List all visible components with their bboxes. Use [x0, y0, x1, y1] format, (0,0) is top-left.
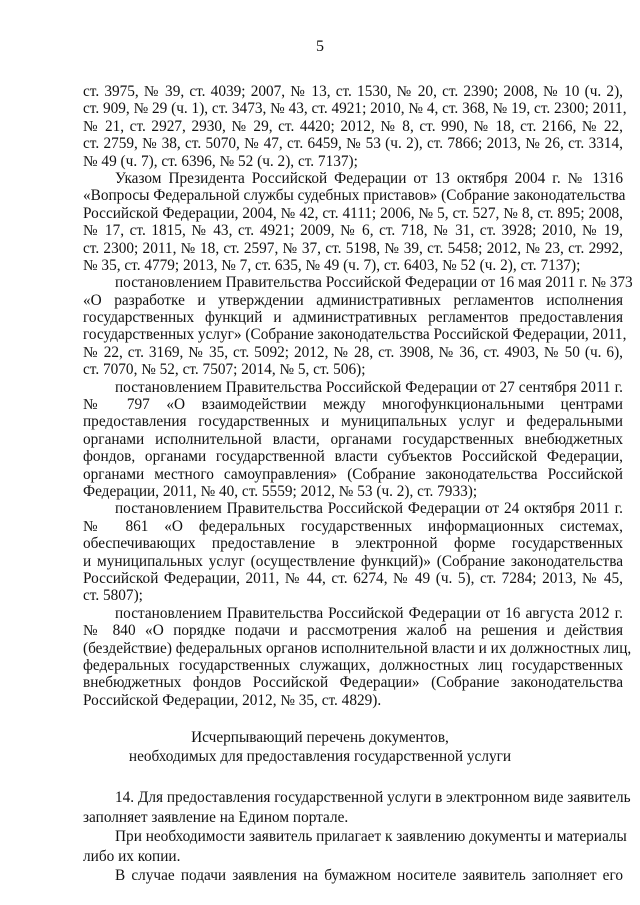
text-line: Указом Президента Российской Федерации от 13 октября 2004 г. № 1316 [115, 169, 623, 187]
text-line: ст. 3975, № 39, ст. 4039; 2007, № 13, ст. 1530, № 20, ст. 2390; 2008, № 10 (ч. 2), [83, 83, 623, 100]
text-line: Российской Федерации, 2004, № 42, ст. 4111; 2006, № 5, ст. 527, № 8, ст. 895; 2008, [83, 204, 623, 222]
text-line: В случае подачи заявления на бумажном носителе заявитель заполняет его [115, 867, 623, 884]
text-line: ст. 5807); [83, 587, 143, 605]
text-line: № 35, ст. 4779; 2013, № 7, ст. 635, № 49 (ч. 7), ст. 6403, № 52 (ч. 2), ст. 7137); [83, 256, 581, 274]
text-line: постановлением Правительства Российской Федерации от 27 сентября 2011 г. [115, 378, 623, 396]
paragraph [83, 788, 631, 827]
text-line: внебюджетных фондов Российской Федерации» (Собрание законодательства [83, 674, 623, 692]
text-line: и муниципальных услуг (осуществление функций)» (Собрание законодательства [83, 552, 623, 570]
text-line: фондов, органами государственной власти субъектов Российской Федерации, [83, 448, 623, 466]
page-number: 5 [316, 38, 324, 55]
text-line: № 21, ст. 2927, 2930, № 29, ст. 4420; 2012, № 8, ст. 990, № 18, ст. 2166, № 22, [83, 117, 623, 135]
text-line: Российской Федерации, 2011, № 44, ст. 6274, № 49 (ч. 5), ст. 7284; 2013, № 45, [83, 569, 623, 587]
text-line: государственных услуг» (Собрание законодательства Российской Федерации, 2011, [83, 326, 627, 344]
text-line: предоставления государственных и муниципальных услуг и федеральными [83, 413, 623, 431]
text-line: федеральных государственных служащих, должностных лиц государственных [83, 656, 623, 674]
paragraph [83, 827, 627, 866]
text-line: заполняет заявление на Едином портале. [83, 808, 349, 826]
text-line: «О разработке и утверждении административных регламентов исполнения [83, 291, 623, 309]
text-line: Федерации, 2011, № 40, ст. 5559; 2012, № 53 (ч. 2), ст. 7933); [83, 482, 478, 500]
text-line: постановлением Правительства Российской Федерации от 16 мая 2011 г. № 373 [115, 274, 633, 292]
paragraph [83, 379, 623, 501]
text-line: № 49 (ч. 7), ст. 6396, № 52 (ч. 2), ст. 7137); [83, 152, 358, 170]
text-line: ст. 2300; 2011, № 18, ст. 2597, № 37, ст. 5198, № 39, ст. 5458; 2012, № 23, ст. 2992, [83, 239, 623, 257]
paragraph [83, 866, 623, 886]
text-line: (бездействие) федеральных органов исполнительной власти и их должностных лиц, [83, 639, 632, 657]
text-line: № 840 «О порядке подачи и рассмотрения жалоб на решения и действия [83, 622, 623, 640]
section-heading-line: Исчерпывающий перечень документов, [191, 729, 449, 746]
text-line: ст. 2759, № 38, ст. 5070, № 47, ст. 6459, № 53 (ч. 2), ст. 7866; 2013, № 26, ст. 3314, [83, 135, 623, 153]
text-line: № 17, ст. 1815, № 43, ст. 4921; 2009, № 6, ст. 718, № 31, ст. 3928; 2010, № 19, [83, 222, 623, 240]
text-line: № 797 «О взаимодействии между многофункциональными центрами [83, 396, 623, 414]
text-line: Российской Федерации, 2012, № 35, ст. 4829). [83, 691, 382, 709]
text-line: При необходимости заявитель прилагает к заявлению документы и материалы [115, 828, 627, 845]
text-line: органами местного самоуправления» (Собрание законодательства Российской [83, 465, 623, 483]
section-heading [0, 728, 640, 766]
paragraph [83, 604, 632, 709]
text-line: ст. 909, № 29 (ч. 1), ст. 3473, № 43, ст. 4921; 2010, № 4, ст. 368, № 19, ст. 2300; 2011, [83, 100, 627, 118]
text-line: № 22, ст. 3169, № 35, ст. 5092; 2012, № 28, ст. 3908, № 36, ст. 4903, № 50 (ч. 6), [83, 343, 623, 361]
section-heading-line: необходимых для предоставления государственной услуги [128, 748, 512, 765]
paragraph [83, 500, 623, 604]
text-line: органами исполнительной власти, органами государственных внебюджетных [83, 430, 623, 448]
text-line: обеспечивающих предоставление в электронной форме государственных [83, 535, 623, 553]
text-line: постановлением Правительства Российской Федерации от 24 октября 2011 г. [115, 500, 623, 518]
legal-references [83, 83, 633, 709]
text-line: постановлением Правительства Российской Федерации от 16 августа 2012 г. [115, 604, 623, 622]
section-body [83, 788, 631, 886]
paragraph [83, 169, 626, 274]
text-line: ст. 7070, № 52, ст. 7507; 2014, № 5, ст. 506); [83, 361, 366, 379]
text-line: «Вопросы Федеральной службы судебных приставов» (Собрание законодательства [83, 187, 626, 205]
paragraph [83, 83, 627, 170]
text-line: № 861 «О федеральных государственных информационных системах, [83, 517, 623, 535]
text-line: государственных функций и административных регламентов предоставления [83, 309, 623, 327]
text-line: либо их копии. [83, 847, 181, 865]
text-line: 14. Для предоставления государственной услуги в электронном виде заявитель [115, 789, 631, 806]
paragraph [83, 274, 633, 379]
